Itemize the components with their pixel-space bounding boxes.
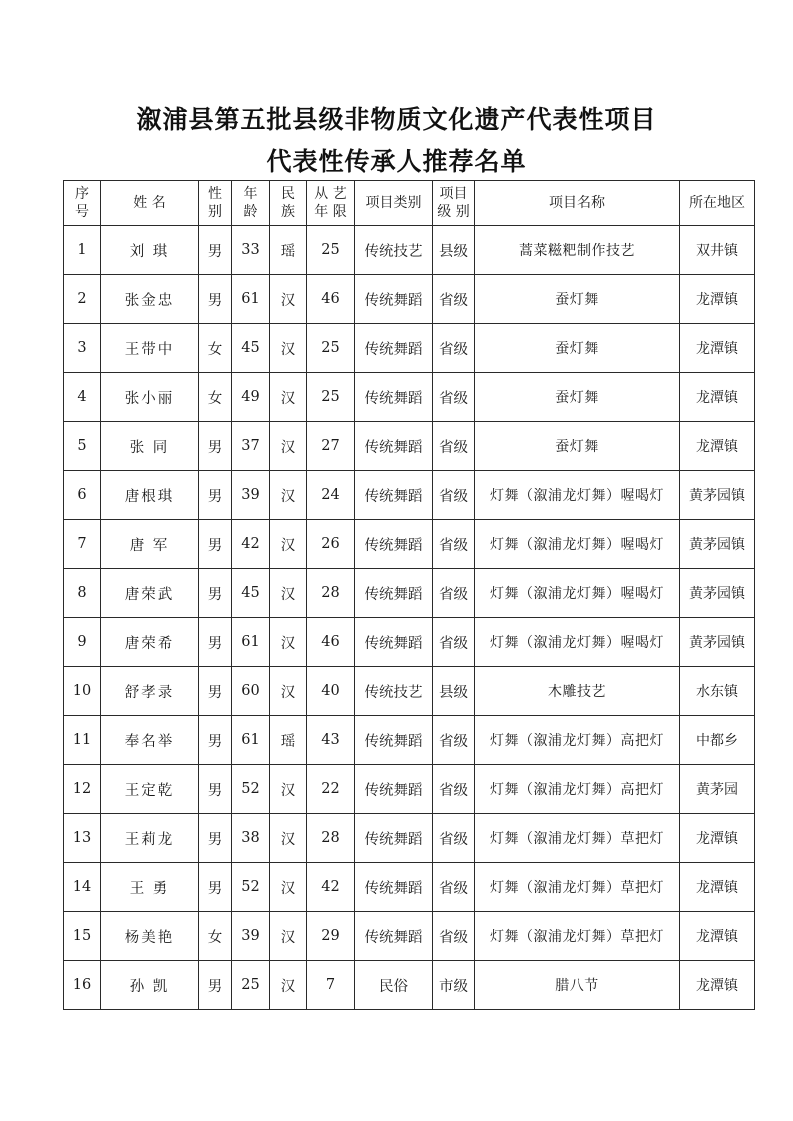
cell-category: 传统技艺 (355, 226, 433, 275)
cell-years: 42 (307, 863, 355, 912)
cell-level: 省级 (433, 716, 475, 765)
cell-level: 省级 (433, 520, 475, 569)
cell-level: 省级 (433, 569, 475, 618)
table-row (64, 716, 755, 765)
cell-project: 灯舞（溆浦龙灯舞）草把灯 (475, 814, 680, 863)
cell-ethnicity: 汉 (270, 422, 307, 471)
cell-seq: 11 (64, 716, 101, 765)
cell-ethnicity: 汉 (270, 275, 307, 324)
cell-area: 龙潭镇 (680, 863, 755, 912)
cell-sex: 女 (199, 912, 232, 961)
cell-age: 61 (232, 618, 270, 667)
cell-sex: 男 (199, 716, 232, 765)
table-header (64, 181, 755, 226)
cell-name: 王 勇 (101, 863, 199, 912)
cell-seq: 12 (64, 765, 101, 814)
cell-years: 26 (307, 520, 355, 569)
cell-category: 传统舞蹈 (355, 520, 433, 569)
cell-project: 蚕灯舞 (475, 422, 680, 471)
cell-age: 45 (232, 324, 270, 373)
cell-ethnicity: 汉 (270, 471, 307, 520)
cell-area: 龙潭镇 (680, 912, 755, 961)
cell-area: 水东镇 (680, 667, 755, 716)
cell-ethnicity: 瑶 (270, 716, 307, 765)
table-row (64, 275, 755, 324)
cell-name: 张小丽 (101, 373, 199, 422)
cell-category: 传统技艺 (355, 667, 433, 716)
cell-seq: 16 (64, 961, 101, 1010)
cell-level: 县级 (433, 667, 475, 716)
cell-age: 60 (232, 667, 270, 716)
cell-age: 49 (232, 373, 270, 422)
cell-years: 43 (307, 716, 355, 765)
cell-years: 25 (307, 226, 355, 275)
cell-level: 省级 (433, 275, 475, 324)
cell-age: 61 (232, 275, 270, 324)
cell-age: 33 (232, 226, 270, 275)
cell-ethnicity: 汉 (270, 863, 307, 912)
table-row (64, 324, 755, 373)
table-row (64, 912, 755, 961)
cell-level: 省级 (433, 618, 475, 667)
cell-category: 民俗 (355, 961, 433, 1010)
cell-seq: 4 (64, 373, 101, 422)
cell-name: 王带中 (101, 324, 199, 373)
cell-seq: 15 (64, 912, 101, 961)
cell-sex: 男 (199, 618, 232, 667)
cell-area: 龙潭镇 (680, 814, 755, 863)
cell-project: 灯舞（溆浦龙灯舞）草把灯 (475, 863, 680, 912)
cell-project: 灯舞（溆浦龙灯舞）草把灯 (475, 912, 680, 961)
header-name: 姓 名 (101, 181, 199, 226)
cell-years: 46 (307, 275, 355, 324)
header-seq: 序 号 (64, 181, 101, 226)
cell-name: 张 同 (101, 422, 199, 471)
cell-seq: 9 (64, 618, 101, 667)
cell-seq: 7 (64, 520, 101, 569)
cell-age: 39 (232, 912, 270, 961)
header-level: 项目 级 别 (433, 181, 475, 226)
cell-area: 黄茅园镇 (680, 618, 755, 667)
cell-category: 传统舞蹈 (355, 471, 433, 520)
cell-sex: 男 (199, 520, 232, 569)
table-row (64, 569, 755, 618)
cell-category: 传统舞蹈 (355, 618, 433, 667)
cell-area: 双井镇 (680, 226, 755, 275)
cell-seq: 3 (64, 324, 101, 373)
cell-category: 传统舞蹈 (355, 912, 433, 961)
cell-ethnicity: 汉 (270, 667, 307, 716)
cell-sex: 男 (199, 422, 232, 471)
cell-name: 王莉龙 (101, 814, 199, 863)
cell-years: 28 (307, 569, 355, 618)
cell-area: 龙潭镇 (680, 275, 755, 324)
cell-name: 张金忠 (101, 275, 199, 324)
cell-area: 龙潭镇 (680, 373, 755, 422)
table-row (64, 422, 755, 471)
cell-area: 黄茅园镇 (680, 520, 755, 569)
header-age: 年 龄 (232, 181, 270, 226)
cell-years: 29 (307, 912, 355, 961)
cell-project: 灯舞（溆浦龙灯舞）喔喝灯 (475, 569, 680, 618)
cell-project: 蚕灯舞 (475, 373, 680, 422)
cell-category: 传统舞蹈 (355, 275, 433, 324)
cell-area: 龙潭镇 (680, 961, 755, 1010)
cell-project: 灯舞（溆浦龙灯舞）喔喝灯 (475, 520, 680, 569)
cell-project: 灯舞（溆浦龙灯舞）高把灯 (475, 716, 680, 765)
cell-seq: 10 (64, 667, 101, 716)
cell-level: 省级 (433, 471, 475, 520)
cell-area: 龙潭镇 (680, 324, 755, 373)
cell-seq: 8 (64, 569, 101, 618)
cell-ethnicity: 汉 (270, 373, 307, 422)
table-row (64, 765, 755, 814)
cell-level: 县级 (433, 226, 475, 275)
cell-ethnicity: 汉 (270, 324, 307, 373)
cell-category: 传统舞蹈 (355, 765, 433, 814)
cell-name: 刘 琪 (101, 226, 199, 275)
cell-age: 61 (232, 716, 270, 765)
header-years: 从 艺 年 限 (307, 181, 355, 226)
cell-years: 27 (307, 422, 355, 471)
cell-years: 25 (307, 373, 355, 422)
cell-level: 省级 (433, 422, 475, 471)
cell-name: 唐 军 (101, 520, 199, 569)
cell-sex: 男 (199, 765, 232, 814)
cell-name: 舒孝录 (101, 667, 199, 716)
cell-ethnicity: 瑶 (270, 226, 307, 275)
cell-years: 46 (307, 618, 355, 667)
cell-age: 38 (232, 814, 270, 863)
cell-level: 省级 (433, 324, 475, 373)
table-row (64, 520, 755, 569)
cell-project: 蚕灯舞 (475, 324, 680, 373)
cell-age: 52 (232, 863, 270, 912)
table-row (64, 814, 755, 863)
cell-ethnicity: 汉 (270, 520, 307, 569)
cell-name: 唐荣武 (101, 569, 199, 618)
cell-age: 25 (232, 961, 270, 1010)
inheritor-table (63, 180, 755, 1010)
cell-project: 灯舞（溆浦龙灯舞）高把灯 (475, 765, 680, 814)
cell-level: 省级 (433, 765, 475, 814)
cell-sex: 男 (199, 667, 232, 716)
cell-sex: 男 (199, 471, 232, 520)
cell-area: 中都乡 (680, 716, 755, 765)
cell-years: 28 (307, 814, 355, 863)
cell-seq: 1 (64, 226, 101, 275)
cell-ethnicity: 汉 (270, 569, 307, 618)
cell-level: 市级 (433, 961, 475, 1010)
cell-level: 省级 (433, 863, 475, 912)
cell-project: 灯舞（溆浦龙灯舞）喔喝灯 (475, 618, 680, 667)
cell-age: 39 (232, 471, 270, 520)
cell-seq: 6 (64, 471, 101, 520)
cell-seq: 5 (64, 422, 101, 471)
cell-years: 7 (307, 961, 355, 1010)
cell-level: 省级 (433, 912, 475, 961)
table-row (64, 961, 755, 1010)
cell-category: 传统舞蹈 (355, 814, 433, 863)
table-row (64, 667, 755, 716)
header-row (64, 181, 755, 226)
cell-category: 传统舞蹈 (355, 863, 433, 912)
cell-level: 省级 (433, 814, 475, 863)
cell-name: 孙 凯 (101, 961, 199, 1010)
cell-seq: 13 (64, 814, 101, 863)
header-category: 项目类别 (355, 181, 433, 226)
cell-sex: 男 (199, 863, 232, 912)
cell-name: 唐根琪 (101, 471, 199, 520)
document-title: 溆浦县第五批县级非物质文化遗产代表性项目 (136, 105, 657, 134)
cell-category: 传统舞蹈 (355, 716, 433, 765)
cell-years: 25 (307, 324, 355, 373)
cell-sex: 男 (199, 961, 232, 1010)
cell-name: 奉名举 (101, 716, 199, 765)
cell-area: 黄茅园 (680, 765, 755, 814)
header-project: 项目名称 (475, 181, 680, 226)
cell-age: 52 (232, 765, 270, 814)
cell-sex: 女 (199, 324, 232, 373)
cell-ethnicity: 汉 (270, 765, 307, 814)
cell-years: 40 (307, 667, 355, 716)
cell-sex: 男 (199, 814, 232, 863)
cell-category: 传统舞蹈 (355, 324, 433, 373)
cell-sex: 女 (199, 373, 232, 422)
document-subtitle: 代表性传承人推荐名单 (266, 147, 527, 176)
table-body (64, 226, 755, 1010)
cell-years: 22 (307, 765, 355, 814)
table-row (64, 863, 755, 912)
cell-category: 传统舞蹈 (355, 422, 433, 471)
table-row (64, 226, 755, 275)
header-ethnicity: 民 族 (270, 181, 307, 226)
header-sex: 性 别 (199, 181, 232, 226)
cell-age: 45 (232, 569, 270, 618)
cell-sex: 男 (199, 569, 232, 618)
cell-category: 传统舞蹈 (355, 569, 433, 618)
table-row (64, 471, 755, 520)
cell-name: 唐荣希 (101, 618, 199, 667)
header-area: 所在地区 (680, 181, 755, 226)
cell-area: 龙潭镇 (680, 422, 755, 471)
cell-project: 灯舞（溆浦龙灯舞）喔喝灯 (475, 471, 680, 520)
cell-ethnicity: 汉 (270, 814, 307, 863)
cell-sex: 男 (199, 275, 232, 324)
cell-area: 黄茅园镇 (680, 471, 755, 520)
cell-seq: 2 (64, 275, 101, 324)
cell-name: 王定乾 (101, 765, 199, 814)
cell-category: 传统舞蹈 (355, 373, 433, 422)
cell-project: 腊八节 (475, 961, 680, 1010)
cell-seq: 14 (64, 863, 101, 912)
cell-project: 木雕技艺 (475, 667, 680, 716)
cell-sex: 男 (199, 226, 232, 275)
cell-age: 37 (232, 422, 270, 471)
cell-ethnicity: 汉 (270, 912, 307, 961)
cell-years: 24 (307, 471, 355, 520)
cell-project: 蒿菜糍粑制作技艺 (475, 226, 680, 275)
table-row (64, 618, 755, 667)
cell-level: 省级 (433, 373, 475, 422)
cell-project: 蚕灯舞 (475, 275, 680, 324)
cell-area: 黄茅园镇 (680, 569, 755, 618)
cell-age: 42 (232, 520, 270, 569)
cell-ethnicity: 汉 (270, 618, 307, 667)
cell-ethnicity: 汉 (270, 961, 307, 1010)
cell-name: 杨美艳 (101, 912, 199, 961)
table-row (64, 373, 755, 422)
